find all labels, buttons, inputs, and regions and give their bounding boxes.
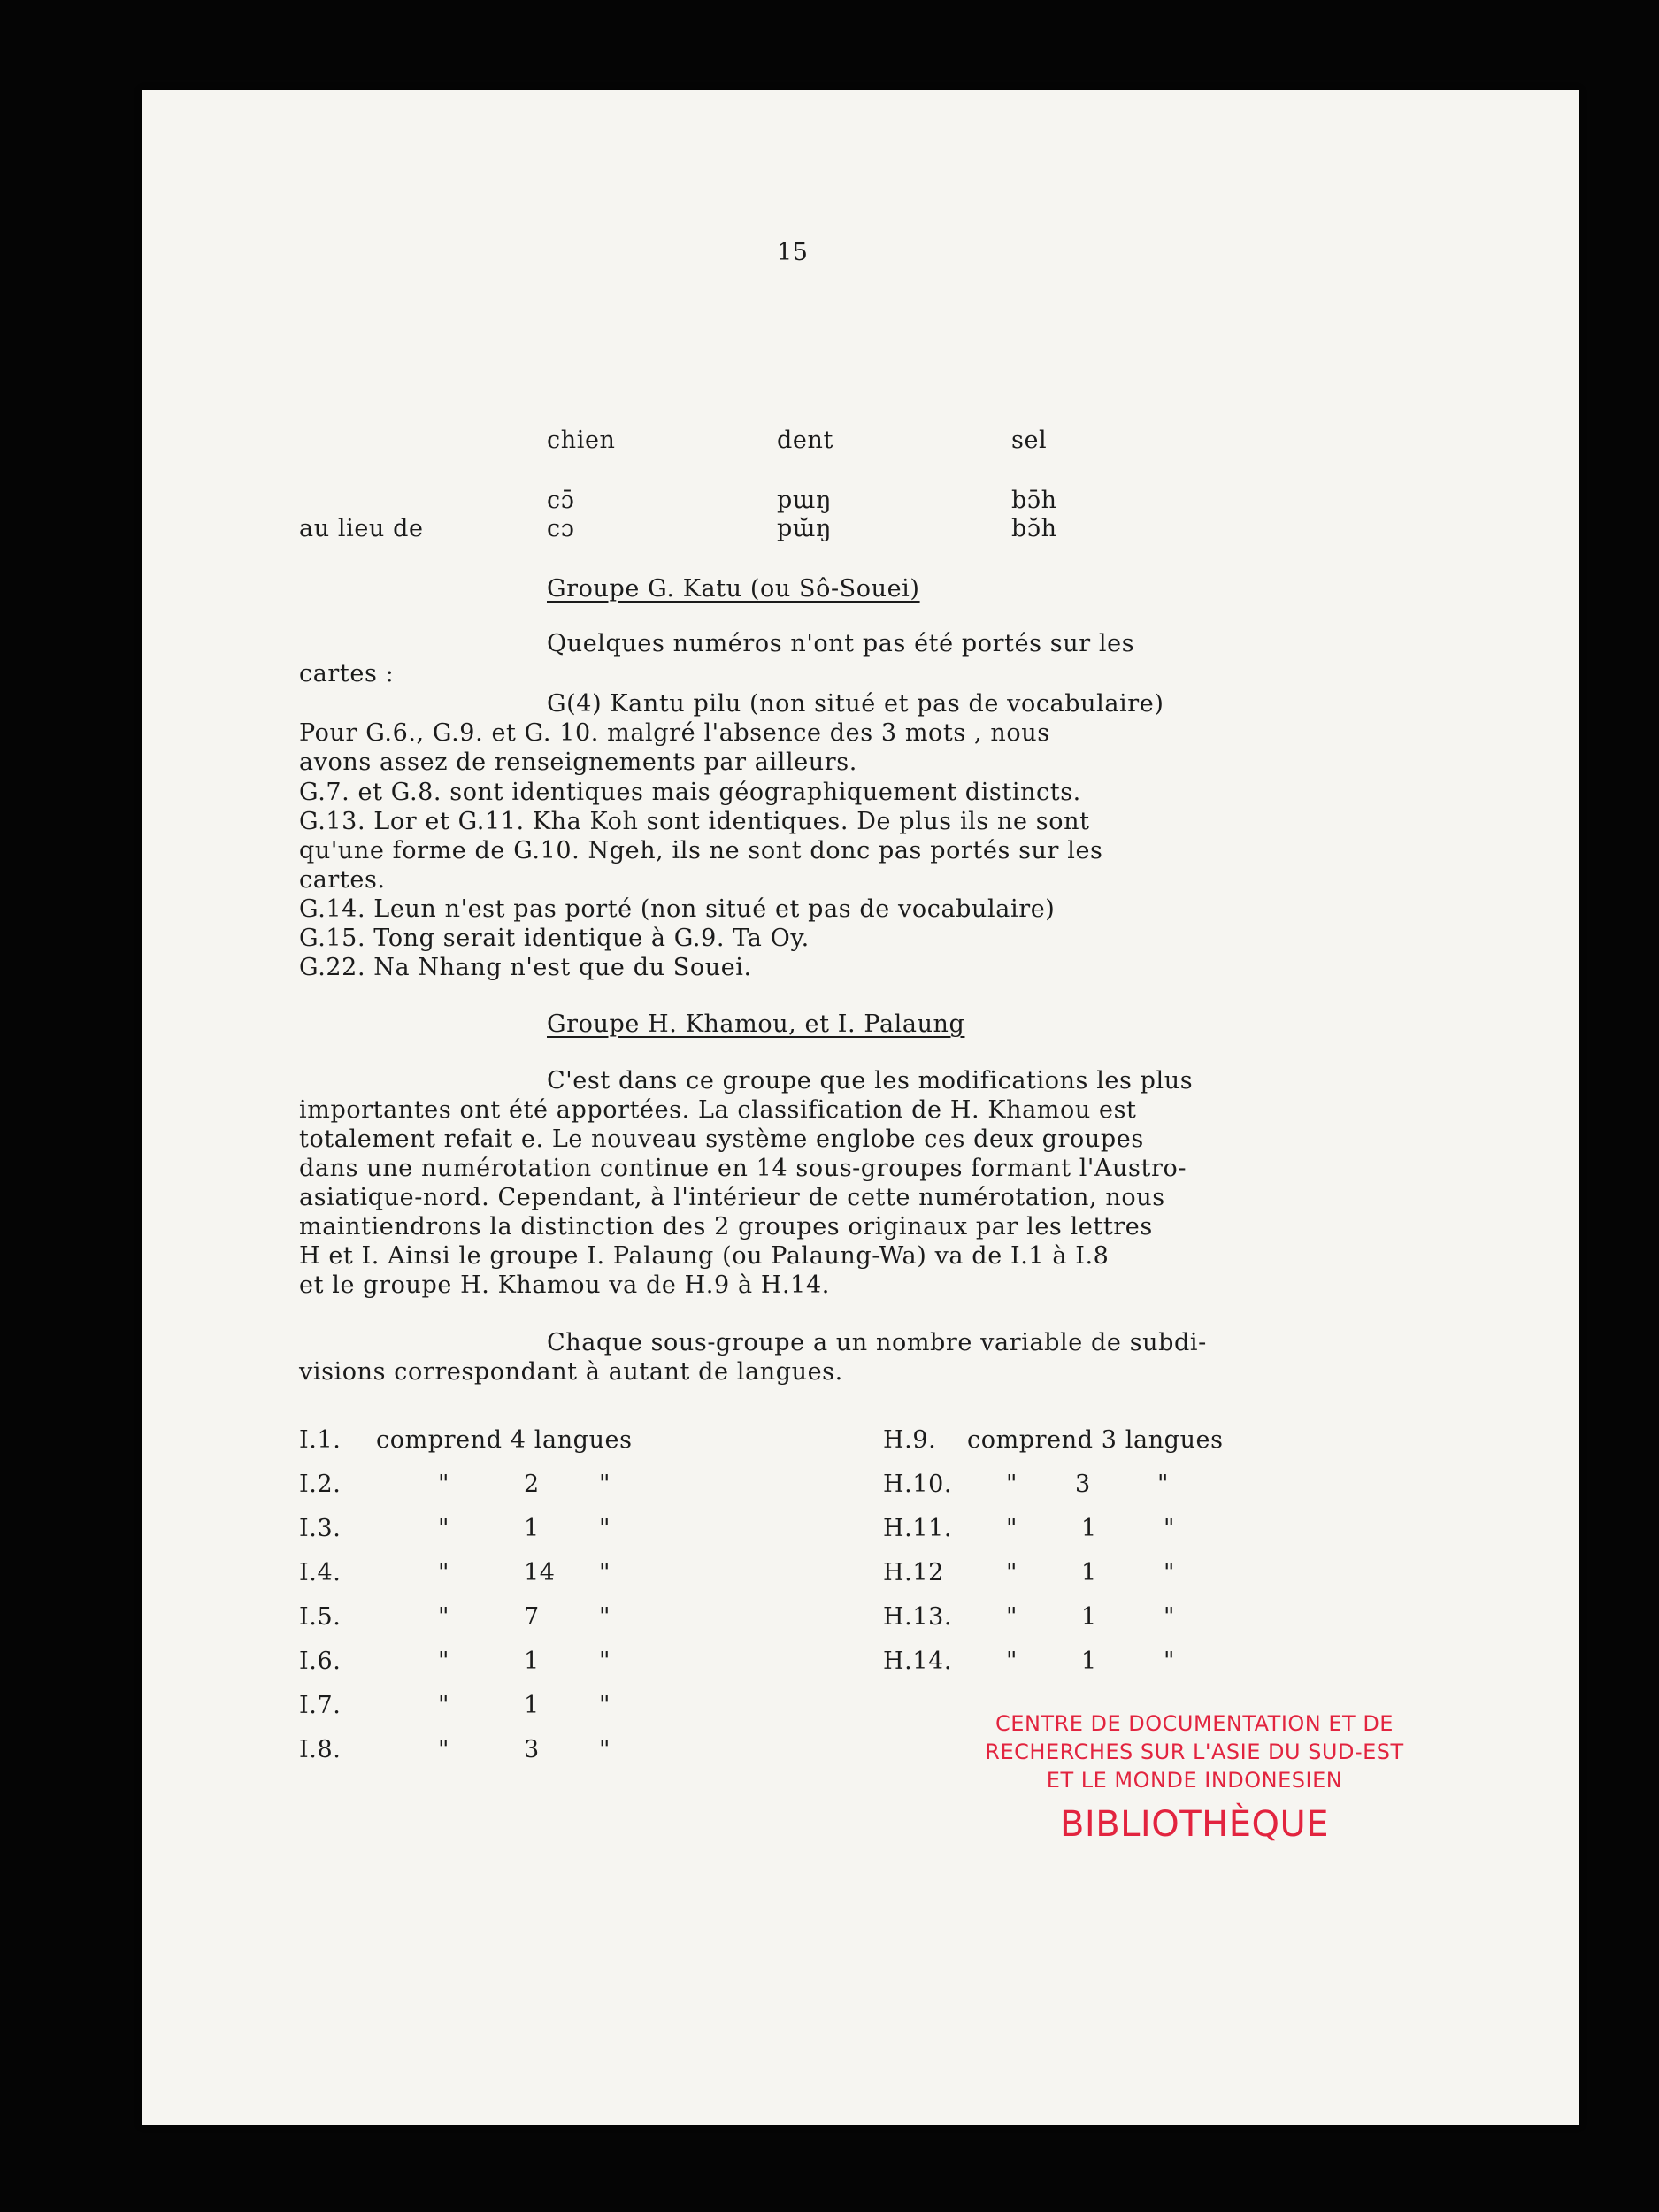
subgroup-count: 3 bbox=[1075, 1471, 1091, 1498]
paragraph-line: asiatique-nord. Cependant, à l'intérieur de cette numérotation, nous bbox=[299, 1184, 1165, 1211]
ditto-mark: " bbox=[599, 1515, 611, 1542]
paragraph-line: G.13. Lor et G.11. Kha Koh sont identiques. De plus ils ne sont bbox=[299, 808, 1090, 835]
subgroup-code: H.14. bbox=[883, 1647, 953, 1675]
ditto-mark: " bbox=[599, 1692, 611, 1719]
ditto-mark: " bbox=[438, 1471, 450, 1498]
table-cell: pɯ̆ŋ bbox=[777, 515, 833, 542]
table-cell: pɯŋ bbox=[777, 487, 833, 514]
paragraph-line: G.7. et G.8. sont identiques mais géographiquement distincts. bbox=[299, 779, 1081, 806]
subgroup-count: 14 bbox=[524, 1559, 556, 1586]
paragraph-line: G.22. Na Nhang n'est que du Souei. bbox=[299, 954, 752, 981]
paragraph-line: cartes. bbox=[299, 866, 386, 894]
ditto-mark: " bbox=[599, 1647, 611, 1675]
paragraph-line: avons assez de renseignements par ailleurs. bbox=[299, 749, 857, 776]
table-cell: cɔ̄ bbox=[547, 487, 575, 514]
ditto-mark: " bbox=[599, 1603, 611, 1631]
ditto-mark: " bbox=[438, 1736, 450, 1763]
subgroup-code: I.6. bbox=[299, 1647, 342, 1675]
stamp-line: CENTRE DE DOCUMENTATION ET DE bbox=[995, 1711, 1394, 1736]
paragraph-line: Quelques numéros n'ont pas été portés sur les bbox=[547, 630, 1135, 657]
stamp-title: BIBLIOTHÈQUE bbox=[1059, 1804, 1330, 1845]
ditto-mark: " bbox=[1164, 1603, 1176, 1631]
table-header-sel: sel bbox=[1011, 426, 1048, 454]
paragraph-line: Pour G.6., G.9. et G. 10. malgré l'absence des 3 mots , nous bbox=[299, 719, 1050, 747]
paragraph-line: Chaque sous-groupe a un nombre variable de subdi- bbox=[547, 1329, 1207, 1356]
ditto-mark: " bbox=[1164, 1647, 1176, 1675]
paragraph-line: totalement refait e. Le nouveau système englobe ces deux groupes bbox=[299, 1125, 1144, 1153]
ditto-mark: " bbox=[1006, 1471, 1018, 1498]
subgroup-code: H.13. bbox=[883, 1603, 953, 1631]
subgroup-count: 2 bbox=[524, 1471, 540, 1498]
paragraph-line: maintiendrons la distinction des 2 groupes originaux par les lettres bbox=[299, 1213, 1153, 1240]
ditto-mark: " bbox=[438, 1559, 450, 1586]
table-cell: bɔ̄h bbox=[1011, 487, 1057, 514]
ditto-mark: " bbox=[1006, 1559, 1018, 1586]
ditto-mark: " bbox=[438, 1647, 450, 1675]
paragraph-line: C'est dans ce groupe que les modifications les plus bbox=[547, 1067, 1194, 1094]
section-heading-g: Groupe G. Katu (ou Sô-Souei) bbox=[547, 575, 920, 603]
ditto-mark: " bbox=[599, 1471, 611, 1498]
section-heading-h: Groupe H. Khamou, et I. Palaung bbox=[547, 1010, 965, 1038]
subgroup-code: I.5. bbox=[299, 1603, 342, 1631]
paragraph-line: qu'une forme de G.10. Ngeh, ils ne sont donc pas portés sur les bbox=[299, 837, 1103, 864]
ditto-mark: " bbox=[1006, 1515, 1018, 1542]
table-cell: cɔ bbox=[547, 515, 575, 542]
subgroup-count: 1 bbox=[524, 1515, 540, 1542]
au-lieu-de-label: au lieu de bbox=[299, 515, 424, 542]
stamp-line: ET LE MONDE INDONESIEN bbox=[1046, 1768, 1343, 1793]
paragraph-line: cartes : bbox=[299, 660, 395, 687]
page-number: 15 bbox=[777, 239, 809, 266]
table-cell: bɔ̆h bbox=[1011, 515, 1057, 542]
paragraph-line: importantes ont été apportées. La classification de H. Khamou est bbox=[299, 1096, 1137, 1124]
ditto-mark: " bbox=[438, 1692, 450, 1719]
table-header-dent: dent bbox=[777, 426, 833, 454]
subgroup-count: 1 bbox=[524, 1647, 540, 1675]
library-stamp bbox=[920, 1709, 1469, 1847]
subgroup-code: H.12 bbox=[883, 1559, 944, 1586]
subgroup-code: H.10. bbox=[883, 1471, 953, 1498]
paragraph-line: et le groupe H. Khamou va de H.9 à H.14. bbox=[299, 1271, 830, 1299]
subgroup-code: I.7. bbox=[299, 1692, 342, 1719]
document-page bbox=[142, 90, 1579, 2125]
ditto-mark: " bbox=[1164, 1559, 1176, 1586]
paragraph-line: visions correspondant à autant de langues. bbox=[299, 1358, 843, 1386]
ditto-mark: " bbox=[1164, 1515, 1176, 1542]
subgroup-count: 1 bbox=[1081, 1647, 1097, 1675]
table-header-chien: chien bbox=[547, 426, 616, 454]
subgroup-code: H.11. bbox=[883, 1515, 953, 1542]
paragraph-line: G.15. Tong serait identique à G.9. Ta Oy. bbox=[299, 925, 810, 952]
subgroup-code: I.1. bbox=[299, 1426, 342, 1454]
subgroup-count: 1 bbox=[1081, 1515, 1097, 1542]
subgroup-count: 7 bbox=[524, 1603, 540, 1631]
subgroup-code: I.2. bbox=[299, 1471, 342, 1498]
subgroup-code: H.9. bbox=[883, 1426, 937, 1454]
paragraph-line: H et I. Ainsi le groupe I. Palaung (ou Palaung-Wa) va de I.1 à I.8 bbox=[299, 1242, 1110, 1270]
ditto-mark: " bbox=[438, 1603, 450, 1631]
stamp-line: RECHERCHES SUR L'ASIE DU SUD-EST bbox=[985, 1740, 1404, 1764]
ditto-mark: " bbox=[599, 1559, 611, 1586]
ditto-mark: " bbox=[438, 1515, 450, 1542]
subgroup-count: comprend 3 langues bbox=[967, 1426, 1224, 1454]
subgroup-code: I.3. bbox=[299, 1515, 342, 1542]
subgroup-code: I.8. bbox=[299, 1736, 342, 1763]
paragraph-line: G.14. Leun n'est pas porté (non situé et pas de vocabulaire) bbox=[299, 895, 1056, 923]
subgroup-code: I.4. bbox=[299, 1559, 342, 1586]
paragraph-line: G(4) Kantu pilu (non situé et pas de vocabulaire) bbox=[547, 690, 1164, 718]
ditto-mark: " bbox=[1157, 1471, 1170, 1498]
subgroup-count: 1 bbox=[1081, 1603, 1097, 1631]
subgroup-count: 1 bbox=[524, 1692, 540, 1719]
ditto-mark: " bbox=[1006, 1647, 1018, 1675]
ditto-mark: " bbox=[1006, 1603, 1018, 1631]
subgroup-count: comprend 4 langues bbox=[376, 1426, 633, 1454]
subgroup-count: 3 bbox=[524, 1736, 540, 1763]
subgroup-count: 1 bbox=[1081, 1559, 1097, 1586]
ditto-mark: " bbox=[599, 1736, 611, 1763]
paragraph-line: dans une numérotation continue en 14 sous-groupes formant l'Austro- bbox=[299, 1155, 1187, 1182]
